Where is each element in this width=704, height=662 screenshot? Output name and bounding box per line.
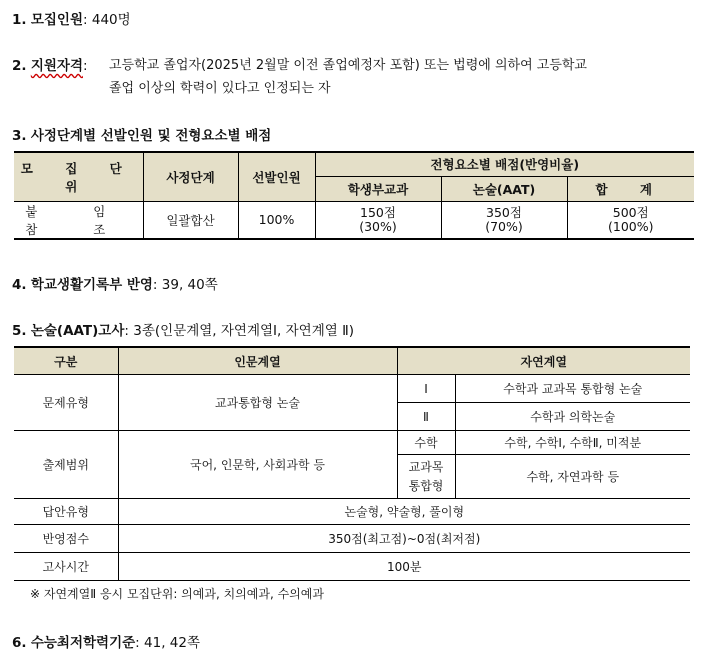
footnote: ※ 자연계열Ⅱ 응시 모집단위: 의예과, 치의예과, 수의예과 <box>30 587 324 601</box>
section-csat-minimum <box>12 631 200 651</box>
cell-type-humanities: 교과통합형 논술 <box>118 375 397 431</box>
section-value: 3종(인문계열, 자연계열Ⅰ, 자연계열 Ⅱ) <box>133 323 354 339</box>
table-row <box>14 525 690 553</box>
section-selection-scores <box>12 124 271 144</box>
section-value: 39, 40쪽 <box>161 277 218 293</box>
section-heading: 학교생활기록부 반영 <box>30 277 153 293</box>
row-label-type: 문제유형 <box>14 375 118 431</box>
section-heading: 모집인원 <box>30 12 83 28</box>
cell-total: 500점 (100%) <box>567 201 694 239</box>
table-row <box>14 431 690 455</box>
section-number: 3. <box>12 128 27 144</box>
header-essay: 논술(AAT) <box>441 176 567 201</box>
section-eligibility <box>12 54 88 74</box>
cell-unit: 붙 임 참 조 <box>14 201 143 239</box>
section-recruit-count <box>12 8 131 28</box>
table-row <box>14 375 690 403</box>
header-humanities: 인문계열 <box>118 347 397 375</box>
header-total: 합 계 <box>567 176 694 201</box>
cell-time: 100분 <box>118 553 690 581</box>
row-label-score: 반영점수 <box>14 525 118 553</box>
section-value: 41, 42쪽 <box>144 635 200 651</box>
row-label-range: 출제범위 <box>14 431 118 499</box>
selection-score-table <box>14 151 694 240</box>
table-row <box>14 499 690 525</box>
separator: : <box>124 323 129 339</box>
section-value: 440명 <box>91 12 131 28</box>
cell-range-math: 수학, 수학Ⅰ, 수학Ⅱ, 미적분 <box>455 431 690 455</box>
cell-stage: 일괄합산 <box>143 201 238 239</box>
header-score: 전형요소별 배점(반영비율) <box>315 152 694 176</box>
cell-range-integrated-label: 교과목 통합형 <box>397 455 455 499</box>
section-heading: 수능최저학력기준 <box>30 635 136 651</box>
separator: : <box>135 635 140 651</box>
section-heading: 사정단계별 선발인원 및 전형요소별 배점 <box>30 128 272 144</box>
separator: : <box>83 12 88 28</box>
cell-type-n2-label: Ⅱ <box>397 403 455 431</box>
cell-score: 350점(최고점)~0점(최저점) <box>118 525 690 553</box>
section-heading: 지원자격 <box>30 58 83 74</box>
section-number: 6. <box>12 635 27 651</box>
cell-answer: 논술형, 약술형, 풀이형 <box>118 499 690 525</box>
row-label-time: 고사시간 <box>14 553 118 581</box>
separator: : <box>152 277 158 293</box>
cell-record: 150점 (30%) <box>315 201 441 239</box>
cell-range-humanities: 국어, 인문학, 사회과학 등 <box>118 431 397 499</box>
cell-range-integrated: 수학, 자연과학 등 <box>455 455 690 499</box>
header-natural: 자연계열 <box>397 347 690 375</box>
row-label-answer: 답안유형 <box>14 499 118 525</box>
separator: : <box>83 58 88 74</box>
section-number: 5. <box>12 323 27 339</box>
eligibility-line-1: 고등학교 졸업자(2025년 2월말 이전 졸업예정자 포함) 또는 법령에 의하여 고등학교 <box>109 58 587 73</box>
section-essay-exam <box>12 319 354 339</box>
cell-type-n1: 수학과 교과목 통합형 논술 <box>455 375 690 403</box>
essay-exam-table <box>14 346 690 581</box>
cell-range-math-label: 수학 <box>397 431 455 455</box>
cell-essay: 350점 (70%) <box>441 201 567 239</box>
table-row <box>14 201 694 239</box>
section-heading: 논술(AAT)고사 <box>30 323 125 339</box>
section-number: 1. <box>12 12 27 28</box>
section-school-record <box>12 273 218 293</box>
header-record: 학생부교과 <box>315 176 441 201</box>
header-category: 구분 <box>14 347 118 375</box>
header-count: 선발인원 <box>238 152 315 201</box>
cell-type-n2: 수학과 의학논술 <box>455 403 690 431</box>
section-number: 2. <box>12 58 27 74</box>
section-number: 4. <box>12 277 27 293</box>
table-row <box>14 553 690 581</box>
header-stage: 사정단계 <box>143 152 238 201</box>
cell-count: 100% <box>238 201 315 239</box>
header-unit: 모 집 단 위 <box>14 152 143 201</box>
eligibility-line-2: 졸업 이상의 학력이 있다고 인정되는 자 <box>109 81 331 96</box>
cell-type-n1-label: Ⅰ <box>397 375 455 403</box>
